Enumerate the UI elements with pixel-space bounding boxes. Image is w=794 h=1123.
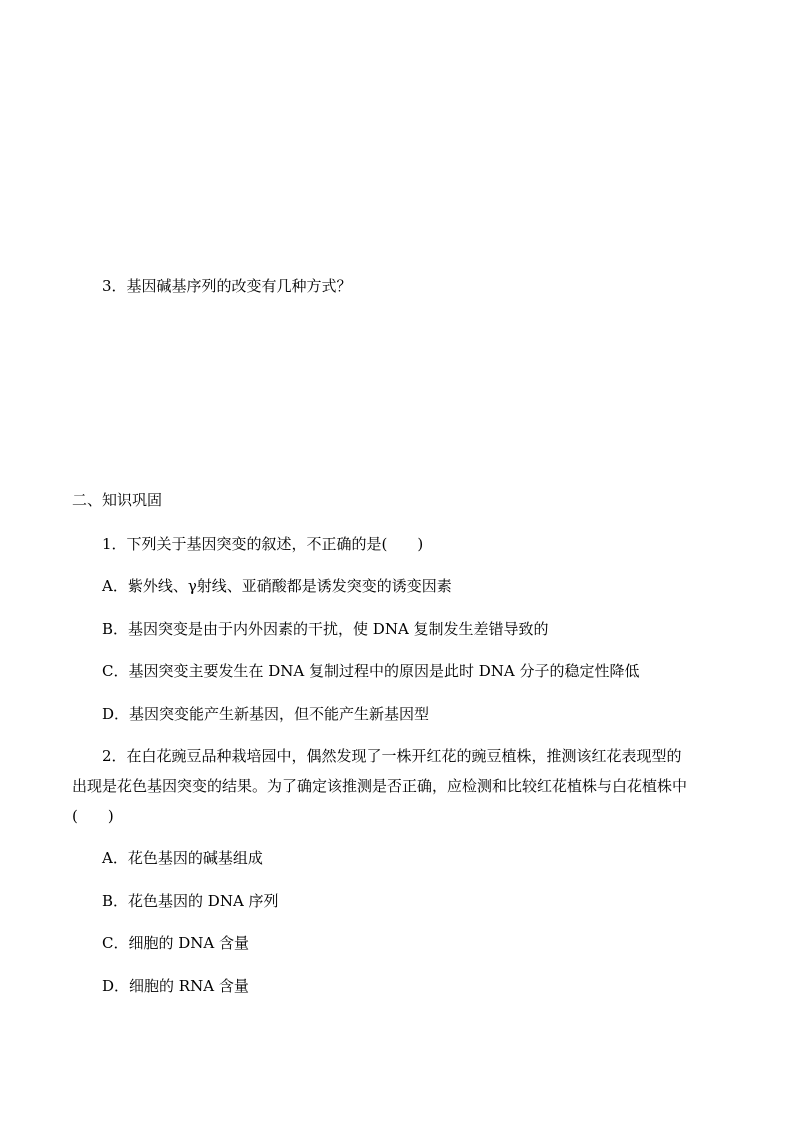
question-1-option-b: B．基因突变是由于内外因素的干扰，使 DNA 复制发生差错导致的 (102, 620, 549, 638)
question-2-stem-line-1: 2．在白花豌豆品种栽培园中，偶然发现了一株开红花的豌豆植株，推测该红花表现型的 (102, 747, 682, 765)
question-2-option-b: B．花色基因的 DNA 序列 (102, 892, 279, 910)
question-2-stem-line-2: 出现是花色基因突变的结果。为了确定该推测是否正确，应检测和比较红花植株与白花植株中 (72, 777, 688, 795)
question-1-option-d: D．基因突变能产生新基因，但不能产生新基因型 (102, 705, 430, 723)
question-1-stem: 1．下列关于基因突变的叙述，不正确的是( ) (102, 535, 424, 553)
question-2-option-a: A．花色基因的碱基组成 (102, 849, 263, 867)
question-2-option-c: C．细胞的 DNA 含量 (102, 934, 249, 952)
question-1-option-c: C．基因突变主要发生在 DNA 复制过程中的原因是此时 DNA 分子的稳定性降低 (102, 662, 640, 680)
question-2-stem-line-3: ( ) (72, 807, 114, 825)
question-3: 3．基因碱基序列的改变有几种方式？ (102, 277, 352, 295)
question-2-option-d: D．细胞的 RNA 含量 (102, 977, 249, 995)
section-heading: 二、知识巩固 (72, 491, 163, 509)
question-1-option-a: A．紫外线、γ射线、亚硝酸都是诱发突变的诱变因素 (102, 577, 452, 595)
